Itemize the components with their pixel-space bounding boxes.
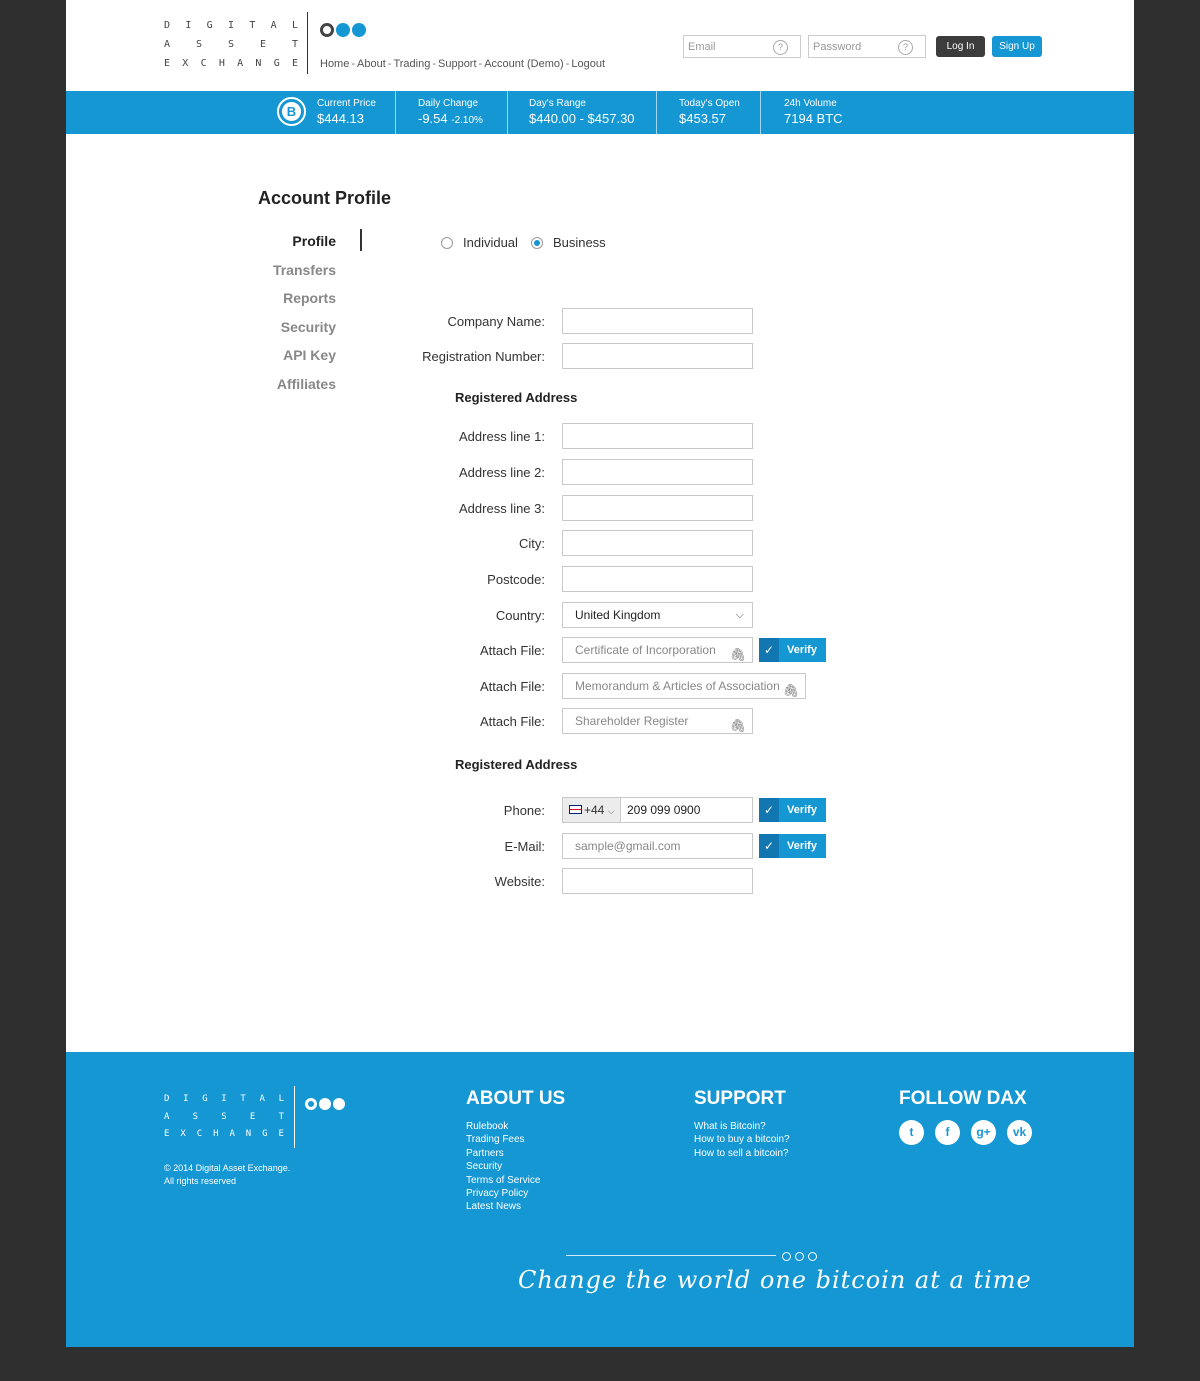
- paperclip-icon[interactable]: 🖇: [729, 718, 746, 733]
- check-icon: ✓: [759, 638, 779, 662]
- logo-divider: [307, 12, 308, 74]
- company-name-input[interactable]: [562, 308, 753, 334]
- footer-link[interactable]: How to sell a bitcoin?: [694, 1147, 789, 1159]
- sidebar-item-api-key[interactable]: API Key: [283, 347, 336, 363]
- ticker-daily-change: Daily Change -9.54 -2.10%: [418, 98, 483, 126]
- nav-link-about[interactable]: About: [357, 58, 386, 70]
- footer-link[interactable]: Partners: [466, 1147, 504, 1159]
- profile-sidebar: [216, 231, 336, 402]
- registration-number-row: Registration Number:: [366, 343, 753, 369]
- chevron-down-icon: ⌵: [607, 806, 615, 816]
- copyright: © 2014 Digital Asset Exchange. All rights reserved: [164, 1163, 291, 1186]
- phone-row: Phone: +44 ⌵ 209 099 0900 ✓ Verify: [366, 797, 826, 823]
- footer-about: [466, 1088, 565, 1214]
- login-button[interactable]: Log In: [936, 36, 985, 57]
- help-icon[interactable]: ?: [773, 40, 788, 55]
- price-ticker: [66, 91, 1134, 134]
- logo-line: D I G I T A L: [164, 20, 298, 31]
- slogan-dots-icon: [782, 1252, 817, 1261]
- nav-link-support[interactable]: Support: [438, 58, 477, 70]
- footer-logo-wordmark: [164, 1094, 284, 1147]
- nav-link-trading[interactable]: Trading: [393, 58, 431, 70]
- footer-link[interactable]: Security: [466, 1161, 503, 1173]
- sidebar-item-transfers[interactable]: Transfers: [272, 261, 336, 278]
- postcode-input[interactable]: [562, 566, 753, 592]
- footer-link[interactable]: Rulebook: [466, 1121, 509, 1132]
- check-icon: ✓: [759, 834, 779, 858]
- logo-line: A S S E T: [164, 1111, 284, 1122]
- nav-link-home[interactable]: Home: [320, 58, 350, 70]
- country-row: Country: United Kingdom ⌵: [366, 602, 753, 628]
- attach-file-3-row: Attach File: Shareholder Register 🖇: [366, 708, 753, 734]
- address1-input[interactable]: [562, 423, 753, 449]
- radio-business[interactable]: Business: [531, 235, 606, 250]
- facebook-icon[interactable]: f: [935, 1120, 960, 1145]
- chevron-down-icon: ⌵: [735, 609, 744, 621]
- nav-separator: -: [478, 58, 483, 70]
- address2-input[interactable]: [562, 459, 753, 485]
- nav-separator: -: [565, 58, 570, 70]
- main-nav: [320, 58, 605, 70]
- nav-separator: -: [432, 58, 436, 70]
- check-icon: ✓: [759, 798, 779, 822]
- google-plus-icon[interactable]: g+: [971, 1120, 996, 1145]
- website-input[interactable]: [562, 868, 753, 894]
- logo-line: D I G I T A L: [164, 1094, 284, 1104]
- sidebar-item-security[interactable]: Security: [280, 318, 336, 335]
- attach-file-3-input[interactable]: Shareholder Register 🖇: [562, 708, 753, 734]
- footer-link[interactable]: How to buy a bitcoin?: [694, 1134, 790, 1146]
- city-input[interactable]: [562, 530, 753, 556]
- attach-file-1-row: Attach File: Certificate of Incorporation 🖇 ✓ Verify: [366, 637, 826, 663]
- radio-individual[interactable]: Individual: [441, 235, 518, 250]
- footer: [66, 1052, 1134, 1347]
- registration-number-input[interactable]: [562, 343, 753, 369]
- verify-phone-button[interactable]: ✓ Verify: [759, 798, 826, 822]
- address3-row: Address line 3:: [366, 495, 753, 521]
- twitter-icon[interactable]: t: [899, 1120, 924, 1145]
- logo-line: A S S E T: [164, 39, 298, 50]
- footer-link[interactable]: What is Bitcoin?: [694, 1121, 766, 1132]
- verify-email-button[interactable]: ✓ Verify: [759, 834, 826, 858]
- email-field[interactable]: sample@gmail.com: [562, 833, 753, 859]
- city-row: City:: [366, 530, 753, 556]
- nav-separator: -: [387, 58, 392, 70]
- email-input[interactable]: [683, 35, 801, 58]
- slogan: Change the world one bitcoin at a time: [518, 1266, 1032, 1294]
- logo-line: E X C H A N G E: [164, 1129, 284, 1139]
- website-row: Website:: [366, 868, 753, 894]
- email-row: E-Mail: sample@gmail.com ✓ Verify: [366, 833, 826, 859]
- ticker-24h-volume: 24h Volume 7194 BTC: [784, 98, 843, 126]
- logo-dots-icon: [320, 23, 366, 37]
- attach-file-2-input[interactable]: Memorandum & Articles of Association 🖇: [562, 673, 806, 699]
- footer-follow: [899, 1088, 1032, 1145]
- radio-circle[interactable]: [441, 237, 453, 249]
- address2-row: Address line 2:: [366, 459, 753, 485]
- nav-separator: -: [351, 58, 356, 70]
- email-placeholder: Email: [688, 41, 716, 53]
- footer-link[interactable]: Terms of Service: [466, 1174, 541, 1186]
- logo-line: E X C H A N G E: [164, 58, 298, 69]
- sidebar-item-reports[interactable]: Reports: [283, 290, 336, 306]
- ticker-todays-open: Today's Open $453.57: [679, 98, 740, 126]
- uk-flag-icon: [569, 805, 582, 814]
- footer-link[interactable]: Privacy Policy: [466, 1188, 529, 1200]
- ticker-current-price: Current Price $444.13: [317, 98, 376, 126]
- address3-input[interactable]: [562, 495, 753, 521]
- attach-file-2-row: Attach File: Memorandum & Articles of Association 🖇: [366, 673, 806, 699]
- logo-wordmark: [164, 20, 298, 77]
- ticker-days-range: Day's Range $440.00 - $457.30: [529, 98, 635, 126]
- account-type-radios: [441, 235, 619, 250]
- page-title: Account Profile: [258, 188, 392, 208]
- nav-link-logout[interactable]: Logout: [571, 58, 606, 70]
- attach-file-1-input[interactable]: Certificate of Incorporation 🖇: [562, 637, 753, 663]
- footer-logo[interactable]: [164, 1094, 284, 1147]
- login-form: [683, 35, 1042, 58]
- signup-button[interactable]: Sign Up: [992, 36, 1042, 57]
- company-name-row: Company Name:: [366, 308, 753, 334]
- footer-support-title: SUPPORT: [694, 1088, 786, 1109]
- sidebar-active-marker: [360, 229, 362, 251]
- section-heading-contact: Registered Address: [455, 757, 578, 772]
- nav-link-account-demo[interactable]: Account (Demo): [484, 58, 564, 70]
- address1-row: Address line 1:: [366, 423, 753, 449]
- footer-logo-dots-icon: [305, 1098, 345, 1110]
- bitcoin-icon: B: [277, 97, 306, 126]
- radio-circle-selected[interactable]: [531, 237, 543, 249]
- page: [66, 0, 1134, 1347]
- footer-link[interactable]: Latest News: [466, 1201, 522, 1213]
- password-placeholder: Password: [813, 41, 862, 53]
- paperclip-icon[interactable]: 🖇: [782, 683, 799, 698]
- footer-support: [694, 1088, 790, 1160]
- help-icon[interactable]: ?: [898, 40, 913, 55]
- country-code-select[interactable]: +44 ⌵: [563, 798, 621, 822]
- phone-input[interactable]: +44 ⌵ 209 099 0900: [562, 797, 753, 823]
- postcode-row: Postcode:: [366, 566, 753, 592]
- country-select[interactable]: United Kingdom ⌵: [562, 602, 753, 628]
- section-heading-address: Registered Address: [455, 390, 578, 405]
- verify-button[interactable]: ✓ Verify: [759, 638, 826, 662]
- footer-link[interactable]: Trading Fees: [466, 1134, 525, 1146]
- sidebar-item-profile[interactable]: Profile: [292, 233, 336, 249]
- paperclip-icon[interactable]: 🖇: [729, 647, 746, 662]
- sidebar-item-affiliates[interactable]: Affiliates: [276, 375, 336, 392]
- password-input[interactable]: [808, 35, 926, 58]
- footer-about-title: ABOUT US: [466, 1088, 566, 1109]
- vk-icon[interactable]: vk: [1007, 1120, 1032, 1145]
- footer-follow-title: FOLLOW DAX: [899, 1088, 1027, 1109]
